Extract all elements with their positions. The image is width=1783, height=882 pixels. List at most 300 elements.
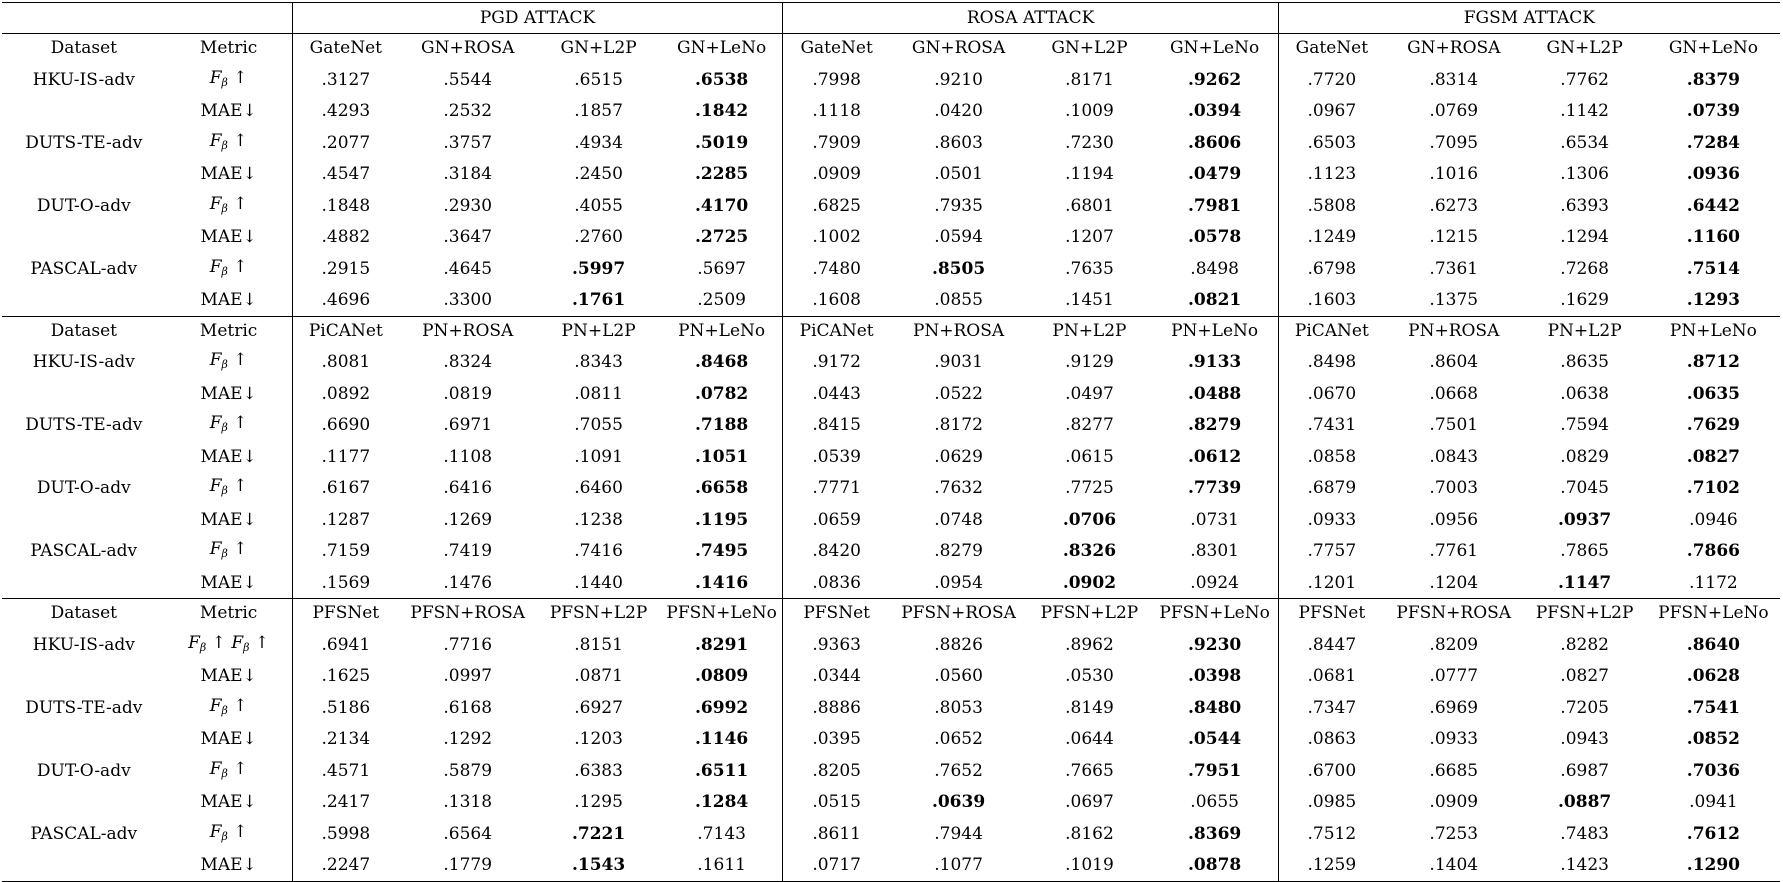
value-cell: .3647 <box>443 227 493 247</box>
model-column-header: GN+LeNo <box>1668 38 1758 58</box>
value-cell: .0615 <box>1065 446 1114 467</box>
value-cell: .0902 <box>1062 572 1117 593</box>
model-column-header: PFSNet <box>783 599 890 629</box>
value-cell: .8505 <box>931 258 986 279</box>
value-cell: .1284 <box>695 792 749 812</box>
model-column-header: GateNet <box>1278 34 1385 64</box>
metric-cell: MAE↓ <box>200 383 257 404</box>
value-cell: .1440 <box>574 572 623 593</box>
value-cell: .1416 <box>695 572 749 593</box>
model-column-header: GN+LeNo <box>677 38 767 58</box>
value-cell: .1160 <box>1686 227 1741 247</box>
value-cell: .0933 <box>1278 506 1385 536</box>
value-cell: .5997 <box>571 258 626 279</box>
metric-cell: MAE↓ <box>200 164 257 184</box>
model-column-header: PN+ROSA <box>422 320 514 341</box>
value-cell: .2760 <box>574 227 623 247</box>
model-column-header: PN+LeNo <box>1171 320 1259 341</box>
value-cell: .1569 <box>292 569 399 599</box>
value-cell: .6383 <box>574 760 623 781</box>
model-column-header: PiCANet <box>292 316 399 346</box>
value-cell: .1203 <box>574 729 623 749</box>
value-cell: .0924 <box>1190 572 1239 593</box>
dataset-cell <box>2 97 166 127</box>
table-row <box>2 506 1780 536</box>
dataset-cell <box>2 380 166 410</box>
value-cell: .6879 <box>1278 472 1385 506</box>
value-cell: .8282 <box>1560 634 1609 655</box>
value-cell: .0655 <box>1190 792 1239 812</box>
value-cell: .7632 <box>934 478 983 498</box>
value-cell: .8324 <box>443 352 493 372</box>
value-cell: .7652 <box>934 760 983 781</box>
value-cell: .5808 <box>1278 190 1385 224</box>
value-cell: .9363 <box>783 629 890 663</box>
value-cell: .1848 <box>292 190 399 224</box>
metric-cell: MAE↓ <box>200 509 257 530</box>
value-cell: .0858 <box>1278 443 1385 473</box>
value-cell: .0639 <box>931 792 986 812</box>
value-cell: .0956 <box>1429 509 1479 530</box>
table-row <box>2 725 1780 755</box>
value-cell: .0829 <box>1560 446 1609 467</box>
value-cell: .0659 <box>783 506 890 536</box>
attack-header-row <box>2 3 1780 34</box>
value-cell: .5879 <box>443 760 493 781</box>
model-column-header: PFSN+L2P <box>1040 603 1139 623</box>
value-cell: .8606 <box>1188 132 1242 153</box>
value-cell: .0739 <box>1686 101 1741 121</box>
table-row <box>2 127 1780 161</box>
metric-column-header: Metric <box>199 603 258 623</box>
value-cell: .4293 <box>292 97 399 127</box>
value-cell: .6971 <box>443 415 493 435</box>
metric-cell: MAE↓ <box>200 290 257 310</box>
value-cell: .1177 <box>292 443 399 473</box>
value-cell: .8053 <box>934 697 983 718</box>
dataset-cell: DUT-O-adv <box>36 195 131 216</box>
value-cell: .7483 <box>1560 823 1609 844</box>
value-cell: .4547 <box>292 160 399 190</box>
value-cell: .1625 <box>292 662 399 692</box>
value-cell: .2725 <box>695 227 749 247</box>
value-cell: .6503 <box>1278 127 1385 161</box>
value-cell: .1259 <box>1278 851 1385 881</box>
value-cell: .7159 <box>292 535 399 569</box>
value-cell: .1294 <box>1560 227 1609 247</box>
value-cell: .7480 <box>783 253 890 287</box>
value-cell: .7431 <box>1278 409 1385 443</box>
model-column-header: GN+L2P <box>1546 38 1623 58</box>
value-cell: .7739 <box>1188 478 1242 498</box>
metric-cell: $F_\beta$ ↑ <box>209 67 248 89</box>
value-cell: .6564 <box>443 823 493 844</box>
value-cell: .1290 <box>1686 855 1741 875</box>
dataset-cell: DUT-O-adv <box>36 478 131 498</box>
metric-cell: $F_\beta$ ↑ <box>209 350 248 371</box>
value-cell: .8962 <box>1065 634 1114 655</box>
value-cell: .1019 <box>1065 855 1114 875</box>
table-row <box>2 190 1780 224</box>
value-cell: .9210 <box>934 69 983 90</box>
metric-cell: MAE↓ <box>200 227 257 247</box>
value-cell: .0644 <box>1065 729 1114 749</box>
dataset-cell: HKU-IS-adv <box>32 69 135 90</box>
value-cell: .0668 <box>1429 383 1479 404</box>
value-cell: .1091 <box>574 446 623 467</box>
attack-header-fgsm: FGSM ATTACK <box>1278 3 1780 34</box>
table-row <box>2 380 1780 410</box>
corner-cell <box>2 3 166 34</box>
value-cell: .8640 <box>1686 634 1741 655</box>
model-column-header: PFSN+L2P <box>1535 603 1634 623</box>
table-row <box>2 253 1780 287</box>
value-cell: .1318 <box>443 792 493 812</box>
value-cell: .2285 <box>695 164 749 184</box>
value-cell: .7501 <box>1429 415 1479 435</box>
value-cell: .8171 <box>1065 69 1114 90</box>
value-cell: .7055 <box>574 415 623 435</box>
value-cell: .5544 <box>443 69 493 90</box>
value-cell: .2930 <box>443 195 493 216</box>
value-cell: .0497 <box>1065 383 1114 404</box>
metric-cell: $F_\beta$ ↑ <box>209 476 248 497</box>
value-cell: .8379 <box>1686 69 1741 90</box>
value-cell: .1195 <box>695 509 749 530</box>
value-cell: .1123 <box>1278 160 1385 190</box>
value-cell: .0941 <box>1689 792 1738 812</box>
value-cell: .1779 <box>443 855 493 875</box>
value-cell: .0852 <box>1686 729 1741 749</box>
dataset-cell <box>2 569 166 599</box>
value-cell: .0748 <box>934 509 983 530</box>
value-cell: .1842 <box>695 101 749 121</box>
value-cell: .7935 <box>934 195 983 216</box>
attack-header-pgd: PGD ATTACK <box>292 3 783 34</box>
value-cell: .7512 <box>1278 818 1385 852</box>
value-cell: .0821 <box>1188 290 1242 310</box>
value-cell: .0394 <box>1188 101 1242 121</box>
dataset-column-header: Dataset <box>50 38 117 58</box>
value-cell: .6393 <box>1560 195 1609 216</box>
value-cell: .0594 <box>934 227 983 247</box>
metric-cell: $F_\beta$ ↑ <box>209 695 248 717</box>
metric-cell: MAE↓ <box>200 729 257 749</box>
value-cell: .1306 <box>1560 164 1609 184</box>
value-cell: .7268 <box>1560 258 1609 279</box>
value-cell: .0479 <box>1188 164 1242 184</box>
value-cell: .0612 <box>1188 446 1242 467</box>
value-cell: .1293 <box>1686 290 1741 310</box>
model-column-header: PFSNet <box>292 599 399 629</box>
value-cell: .0652 <box>934 729 983 749</box>
value-cell: .9262 <box>1188 69 1242 90</box>
table-row <box>2 755 1780 789</box>
dataset-cell: HKU-IS-adv <box>32 352 135 372</box>
attack-header-rosa: ROSA ATTACK <box>783 3 1278 34</box>
value-cell: .0782 <box>695 383 749 404</box>
table-row <box>2 662 1780 692</box>
value-cell: .2450 <box>574 164 623 184</box>
dataset-cell <box>2 443 166 473</box>
value-cell: .2509 <box>697 290 746 310</box>
model-column-header: PFSN+ROSA <box>1396 603 1512 623</box>
model-column-header: PFSN+ROSA <box>410 603 526 623</box>
dataset-cell <box>2 662 166 692</box>
dataset-cell: PASCAL-adv <box>30 541 138 561</box>
value-cell: .4882 <box>292 223 399 253</box>
value-cell: .6987 <box>1560 760 1609 781</box>
dataset-cell: PASCAL-adv <box>30 823 138 844</box>
value-cell: .1603 <box>1278 286 1385 316</box>
value-cell: .1002 <box>783 223 890 253</box>
value-cell: .1404 <box>1429 855 1479 875</box>
metric-cell: $F_\beta$ ↑ <box>209 821 248 843</box>
value-cell: .0933 <box>1429 729 1479 749</box>
value-cell: .1287 <box>292 506 399 536</box>
value-cell: .0443 <box>783 380 890 410</box>
value-cell: .1172 <box>1689 572 1738 593</box>
value-cell: .6941 <box>292 629 399 663</box>
value-cell: .6167 <box>292 472 399 506</box>
table-row <box>2 97 1780 127</box>
model-column-header: GN+L2P <box>560 38 637 58</box>
value-cell: .9172 <box>783 346 890 380</box>
value-cell: .7188 <box>695 415 749 435</box>
value-cell: .7541 <box>1686 697 1741 718</box>
table-row <box>2 788 1780 818</box>
value-cell: .7762 <box>1560 69 1609 90</box>
value-cell: .0827 <box>1686 446 1741 467</box>
model-column-header: PFSNet <box>1278 599 1385 629</box>
value-cell: .6460 <box>574 478 623 498</box>
value-cell: .7284 <box>1686 132 1741 153</box>
value-cell: .6825 <box>783 190 890 224</box>
value-cell: .1608 <box>783 286 890 316</box>
value-cell: .0843 <box>1429 446 1479 467</box>
value-cell: .1611 <box>697 855 746 875</box>
value-cell: .0827 <box>1560 666 1609 686</box>
metric-cell: MAE↓ <box>200 101 257 121</box>
value-cell: .7716 <box>443 634 493 655</box>
metric-cell: $F_\beta$ ↑ <box>209 193 248 215</box>
value-cell: .8149 <box>1065 697 1114 718</box>
table-row <box>2 286 1780 316</box>
metric-cell: $F_\beta$ ↑ <box>209 758 248 780</box>
dataset-cell: DUTS-TE-adv <box>25 697 143 718</box>
value-cell: .6534 <box>1560 132 1609 153</box>
value-cell: .6801 <box>1065 195 1114 216</box>
model-column-header: GN+ROSA <box>1407 38 1501 58</box>
value-cell: .8291 <box>695 634 749 655</box>
value-cell: .8343 <box>574 352 623 372</box>
value-cell: .1629 <box>1560 290 1609 310</box>
value-cell: .3127 <box>292 64 399 98</box>
metric-cell: MAE↓ <box>200 792 257 812</box>
value-cell: .8205 <box>783 755 890 789</box>
value-cell: .7981 <box>1188 195 1242 216</box>
value-cell: .7419 <box>443 541 493 561</box>
table-row <box>2 851 1780 881</box>
metric-cell: MAE↓ <box>200 666 257 686</box>
value-cell: .6658 <box>695 478 749 498</box>
value-cell: .3300 <box>443 290 493 310</box>
value-cell: .4055 <box>574 195 623 216</box>
value-cell: .0871 <box>574 666 623 686</box>
dataset-cell <box>2 160 166 190</box>
dataset-cell: DUTS-TE-adv <box>25 132 143 153</box>
value-cell: .6992 <box>695 697 749 718</box>
value-cell: .8447 <box>1278 629 1385 663</box>
value-cell: .1423 <box>1560 855 1609 875</box>
value-cell: .7036 <box>1686 760 1741 781</box>
value-cell: .1543 <box>571 855 626 875</box>
value-cell: .8826 <box>934 634 983 655</box>
value-cell: .1295 <box>574 792 623 812</box>
value-cell: .0530 <box>1065 666 1114 686</box>
value-cell: .7003 <box>1429 478 1479 498</box>
value-cell: .7416 <box>574 541 623 561</box>
value-cell: .7951 <box>1188 760 1242 781</box>
value-cell: .8162 <box>1065 823 1114 844</box>
value-cell: .0887 <box>1558 792 1612 812</box>
value-cell: .0578 <box>1188 227 1242 247</box>
value-cell: .8635 <box>1560 352 1609 372</box>
value-cell: .7594 <box>1560 415 1609 435</box>
value-cell: .8498 <box>1278 346 1385 380</box>
value-cell: .7725 <box>1065 478 1114 498</box>
value-cell: .7347 <box>1278 692 1385 726</box>
dataset-cell <box>2 725 166 755</box>
value-cell: .0855 <box>934 290 983 310</box>
model-column-header: PN+L2P <box>1547 320 1622 341</box>
value-cell: .1292 <box>443 729 493 749</box>
value-cell: .1451 <box>1065 290 1114 310</box>
value-cell: .0836 <box>783 569 890 599</box>
model-column-header: PN+LeNo <box>678 320 766 341</box>
value-cell: .0985 <box>1278 788 1385 818</box>
model-column-header: GateNet <box>292 34 399 64</box>
value-cell: .6416 <box>443 478 493 498</box>
model-column-header: PFSN+LeNo <box>1658 603 1769 623</box>
value-cell: .7665 <box>1065 760 1114 781</box>
value-cell: .7761 <box>1429 541 1479 561</box>
value-cell: .1051 <box>695 446 749 467</box>
value-cell: .8603 <box>934 132 983 153</box>
value-cell: .1108 <box>443 446 493 467</box>
table-row <box>2 692 1780 726</box>
value-cell: .6168 <box>443 697 493 718</box>
value-cell: .1857 <box>574 101 623 121</box>
value-cell: .0878 <box>1188 855 1242 875</box>
value-cell: .1077 <box>934 855 983 875</box>
value-cell: .7205 <box>1560 697 1609 718</box>
model-column-header: PN+ROSA <box>912 320 1005 341</box>
value-cell: .8415 <box>783 409 890 443</box>
model-column-header: PN+L2P <box>1052 320 1127 341</box>
value-cell: .0967 <box>1278 97 1385 127</box>
value-cell: .8279 <box>1188 415 1242 435</box>
value-cell: .8886 <box>783 692 890 726</box>
value-cell: .7865 <box>1560 541 1609 561</box>
value-cell: .7757 <box>1278 535 1385 569</box>
value-cell: .8151 <box>574 634 623 655</box>
value-cell: .6273 <box>1429 195 1479 216</box>
value-cell: .1204 <box>1429 572 1479 593</box>
value-cell: .0909 <box>1429 792 1479 812</box>
value-cell: .7771 <box>783 472 890 506</box>
dataset-column-header: Dataset <box>50 603 117 623</box>
value-cell: .6515 <box>574 69 623 90</box>
value-cell: .1375 <box>1429 290 1479 310</box>
value-cell: .0717 <box>783 851 890 881</box>
table-row <box>2 160 1780 190</box>
value-cell: .0344 <box>783 662 890 692</box>
value-cell: .7612 <box>1686 823 1741 844</box>
value-cell: .3184 <box>443 164 493 184</box>
value-cell: .0539 <box>783 443 890 473</box>
value-cell: .0819 <box>443 383 493 404</box>
value-cell: .7629 <box>1686 415 1741 435</box>
value-cell: .7944 <box>934 823 983 844</box>
value-cell: .7221 <box>571 823 626 844</box>
value-cell: .0697 <box>1065 792 1114 812</box>
value-cell: .8279 <box>934 541 983 561</box>
value-cell: .0809 <box>695 666 749 686</box>
value-cell: .0943 <box>1560 729 1609 749</box>
table-row <box>2 818 1780 852</box>
value-cell: .0769 <box>1429 101 1479 121</box>
value-cell: .4934 <box>574 132 623 153</box>
value-cell: .7909 <box>783 127 890 161</box>
model-column-header: PN+ROSA <box>1408 320 1500 341</box>
model-column-header: PiCANet <box>783 316 890 346</box>
value-cell: .0892 <box>292 380 399 410</box>
value-cell: .8712 <box>1686 352 1741 372</box>
model-column-header: GN+LeNo <box>1170 38 1260 58</box>
dataset-cell <box>2 506 166 536</box>
value-cell: .1118 <box>783 97 890 127</box>
value-cell: .8468 <box>695 352 749 372</box>
metric-cell: $F_\beta$ ↑ <box>209 256 248 278</box>
value-cell: .9129 <box>1065 352 1114 372</box>
value-cell: .2915 <box>292 253 399 287</box>
value-cell: .6685 <box>1429 760 1479 781</box>
value-cell: .6538 <box>695 69 749 90</box>
value-cell: .4571 <box>292 755 399 789</box>
value-cell: .0398 <box>1188 666 1242 686</box>
value-cell: .4696 <box>292 286 399 316</box>
value-cell: .2247 <box>292 851 399 881</box>
model-column-header: PFSN+LeNo <box>666 603 777 623</box>
value-cell: .5998 <box>292 818 399 852</box>
results-table <box>2 2 1780 882</box>
model-column-header: GN+ROSA <box>421 38 515 58</box>
value-cell: .1249 <box>1278 223 1385 253</box>
value-cell: .0777 <box>1429 666 1479 686</box>
value-cell: .0954 <box>934 572 983 593</box>
metric-column-header: Metric <box>199 38 258 58</box>
value-cell: .1201 <box>1278 569 1385 599</box>
value-cell: .1207 <box>1065 227 1114 247</box>
value-cell: .1146 <box>695 729 749 749</box>
table-row <box>2 223 1780 253</box>
dataset-cell <box>2 851 166 881</box>
value-cell: .0731 <box>1190 509 1239 530</box>
metric-cell: $F_\beta$ ↑ $F_\beta$ ↑ <box>188 632 270 654</box>
value-cell: .6690 <box>292 409 399 443</box>
value-cell: .0635 <box>1686 383 1741 404</box>
